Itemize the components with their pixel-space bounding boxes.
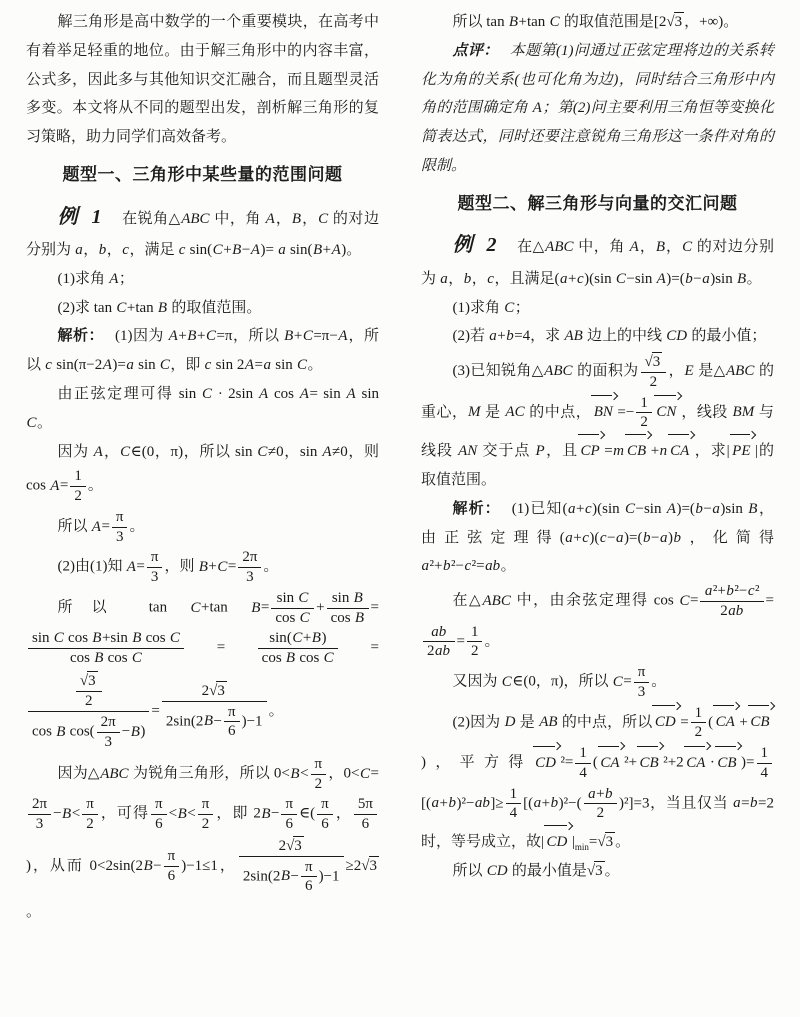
fraction: $\frac{\pi}{6}$ — [164, 847, 180, 886]
body-paragraph: 所以 A= $\frac{\pi}{3}$ 。 — [57, 508, 145, 545]
fraction: 2√3 2sin(2B− $\frac{\pi}{6}$ )−1 — [162, 681, 267, 742]
example-label: 例 2 — [452, 234, 501, 257]
fraction: $\frac{\pi}{3}$ — [112, 508, 128, 547]
body-paragraph: 所以 tan C+tan B= $\frac{\text{sin C}}{\text{cos C}}$ + $\frac{\text{sin B}}{\text{cos B}}$ = $\frac{\text{sin C cos B+sin B cos C}}{\text{cos B cos C}}$ = $\frac{\sin(C+B)}{\text{cos B cos C}}$ = $\frac{√3}{2}$ cos B cos( $\frac{2\pi}{3}$ −B) = 2√3 2sin(2B− $\frac{\pi}{6}$ )−1 。 — [26, 588, 379, 754]
fraction: $\frac{\pi}{2}$ — [311, 755, 327, 794]
left-column — [26, 8, 379, 1013]
fraction: $\frac{\pi}{3}$ — [634, 663, 650, 702]
example-paragraph: 例 2 在△ABC 中，角 A，B，C 的对边分别为 a，b，c，且满足(a+c)(sin C−sin A)=(b−a)sin B。 — [421, 234, 774, 287]
body-paragraph: (2)由(1)知 A= $\frac{\pi}{3}$ ，则 B+C= $\frac{2\pi}{3}$ 。 — [57, 549, 279, 586]
fraction: $\frac{1}{2}$ — [467, 623, 483, 662]
fraction: $\frac{2\pi}{3}$ — [238, 548, 261, 587]
body-paragraph: (1)求角 C； — [452, 299, 530, 316]
fraction: $\frac{√3}{2}$ — [641, 352, 667, 392]
fraction: $\frac{\text{sin C}}{\text{cos C}}$ — [271, 589, 314, 628]
section-heading: 题型一、三角形中某些量的范围问题 — [62, 164, 343, 184]
fraction: $\frac{\pi}{2}$ — [198, 795, 214, 834]
fraction: $\frac{\pi}{3}$ — [147, 548, 163, 587]
vector-arrow: CB — [625, 433, 651, 466]
vector-arrow: CD — [544, 824, 572, 857]
analysis-label: 解析： — [452, 499, 501, 517]
body-paragraph: 由正弦定理可得 sin C · 2sin A cos A= sin A sin C。 — [26, 385, 380, 431]
sqrt-radical: √3 — [597, 834, 614, 851]
fraction: $\frac{\text{sin C cos B+sin B cos C}}{\text{cos B cos C}}$ — [28, 629, 184, 668]
subscript: min — [574, 842, 589, 853]
fraction: $\frac{5\pi}{6}$ — [354, 795, 377, 834]
fraction: $\frac{\sin(C+B)}{\text{cos B cos C}}$ — [258, 629, 338, 668]
fraction: $\frac{1}{4}$ — [575, 744, 591, 783]
body-paragraph: (3)已知锐角△ABC 的面积为 $\frac{√3}{2}$ ，E 是△ABC 的重心，M 是 AC 的中点， BN =− $\frac{1}{2}$ CN ，线段 BM 与线段 AN 交于点 P，且 CP =m CB +n CA ，求| PE |的取值范围。 — [421, 354, 774, 488]
body-paragraph: (1)求角 A； — [57, 270, 134, 287]
fraction: $\frac{1}{2}$ — [691, 704, 707, 743]
sqrt-radical: √3 — [209, 682, 225, 699]
fraction: $\frac{1}{4}$ — [757, 744, 773, 783]
vector-arrow: CD — [533, 745, 561, 778]
vector-arrow: PE — [730, 433, 755, 466]
fraction: 2√3 2sin(2B− $\frac{\pi}{6}$ )−1 — [239, 836, 344, 897]
sqrt-radical: √3 — [586, 862, 603, 879]
fraction: $\frac{√3}{2}$ — [76, 671, 102, 711]
body-paragraph: 解三角形是高中数学的一个重要模块，在高考中有着举足轻重的地位。由于解三角形中的内容丰富，公式多，因此多与其他知识交汇融合，而且题型灵活多变。本文将从不同的题型出发，剖析解三角形的复习策略，助力同学们高效备考。 — [26, 14, 379, 146]
section-heading: 题型二、解三角形与向量的交汇问题 — [457, 193, 738, 213]
body-paragraph: 在△ABC 中，由余弦定理得 cos C= $\frac{\text{a²+b²−c²}}{2ab}$ = $\frac{ab}{2ab}$ = $\frac{1}{2}$ 。 — [421, 581, 774, 662]
body-paragraph: 所以 tan B+tan C 的取值范围是[2√3 ，+∞)。 — [421, 8, 774, 37]
comment-label: 点评： — [452, 41, 499, 59]
vector-arrow: CN — [654, 394, 681, 427]
body-paragraph: 因为 A，C∈(0，π)，所以 sin C≠0，sin A≠0，则 cos A= $\frac{1}{2}$ 。 — [26, 443, 380, 505]
vector-arrow: CA — [684, 745, 710, 778]
fraction: $\frac{\pi}{2}$ — [82, 795, 98, 834]
fraction: $\frac{ab}{2ab}$ — [423, 623, 455, 662]
vector-arrow: CA — [713, 704, 739, 737]
sqrt-radical: √3 — [286, 837, 302, 854]
vector-arrow: CA — [668, 433, 694, 466]
body-paragraph: 所以 CD 的最小值是√3 。 — [421, 857, 774, 886]
fraction: $\frac{\pi}{6}$ — [317, 795, 333, 834]
sqrt-radical: √3 — [361, 857, 377, 874]
fraction: $\frac{√3}{2}$ cos B cos( $\frac{2\pi}{3}$ −B) — [28, 670, 149, 753]
body-paragraph: (2)求 tan C+tan B 的取值范围。 — [57, 299, 262, 316]
fraction: $\frac{\pi}{6}$ — [281, 795, 297, 834]
comment-paragraph: 点评： 本题第(1)问通过正弦定理将边的关系转化为角的关系(也可化角为边)，同时结合三角形中内角的范围确定角 A；第(2)问主要利用三角恒等变换化简表达式，同时还要注意锐角三角形这一条件对角的限制。 — [421, 41, 774, 174]
body-paragraph: (2)若 a+b=4，求 AB 边上的中线 CD 的最小值； — [452, 328, 767, 345]
vector-arrow: CD — [652, 704, 680, 737]
fraction: $\frac{\pi}{6}$ — [151, 795, 167, 834]
fraction: $\frac{1}{2}$ — [636, 394, 652, 433]
example-label: 例 1 — [57, 205, 106, 228]
vector-arrow: CA — [598, 745, 624, 778]
example-paragraph: 例 1 在锐角△ABC 中，角 A，B，C 的对边分别为 a，b，c，满足 c sin(C+B−A)= a sin(B+A)。 — [26, 205, 379, 258]
body-paragraph: 又因为 C∈(0，π)，所以 C= $\frac{\pi}{3}$ 。 — [452, 664, 667, 700]
body-paragraph: 因为△ABC 为锐角三角形，所以 0<B< $\frac{\pi}{2}$ ，0<C= $\frac{2\pi}{3}$ −B< $\frac{\pi}{2}$ ，可得 $\frac{\pi}{6}$ <B< $\frac{\pi}{2}$ ，即 2B− $\frac{\pi}{6}$ ∈( $\frac{\pi}{6}$ ， $\frac{5\pi}{6}$ )，从而 0<2sin(2B− $\frac{\pi}{6}$ )−1≤1， 2√3 2sin(2B− $\frac{\pi}{6}$ )−1 ≥2√3。 — [26, 755, 379, 921]
sqrt-radical: √3 — [666, 14, 683, 30]
fraction: $\frac{\pi}{6}$ — [224, 703, 240, 742]
sqrt-radical: √3 — [79, 672, 96, 689]
fraction: $\frac{\text{sin B}}{\text{cos B}}$ — [327, 589, 369, 628]
sqrt-radical: √3 — [644, 354, 661, 371]
fraction: $\frac{\text{a²+b²−c²}}{2ab}$ — [700, 582, 763, 621]
fraction: $\frac{a+b}{2}$ — [584, 785, 617, 824]
fraction: $\frac{1}{4}$ — [506, 785, 522, 824]
analysis-paragraph: 解析： (1)已知(a+c)(sin C−sin A)=(b−a)sin B，由正弦定理得(a+c)(c−a)=(b−a)b，化简得 a²+b²−c²=ab。 — [421, 499, 774, 575]
vector-arrow: CB — [715, 745, 741, 778]
vector-arrow: CB — [748, 704, 774, 737]
right-column — [421, 8, 774, 1013]
body-paragraph: (2)因为 D 是 AB 的中点，所以 CD = $\frac{1}{2}$ ( CA + CB)，平方得 CD ²= $\frac{1}{4}$ ( CA ²+ CB ²+2 CA · CB )= $\frac{1}{4}$ [(a+b)²−ab]≥ $\frac{1}{4}$ [(a+b)²−( $\frac{a+b}{2}$ )²]=3，当且仅当 a=b=2 时，等号成立，故| CD $|_{min}=√3$ 。 — [421, 703, 774, 857]
analysis-label: 解析： — [57, 327, 104, 345]
vector-arrow: CB — [637, 745, 663, 778]
fraction: $\frac{\pi}{6}$ — [301, 858, 317, 897]
analysis-paragraph: 解析： (1)因为 A+B+C=π，所以 B+C=π−A，所以 c sin(π−2A)=a sin C，即 c sin 2A=a sin C。 — [26, 327, 379, 374]
fraction: $\frac{2\pi}{3}$ — [28, 795, 51, 834]
fraction: $\frac{2\pi}{3}$ — [97, 713, 120, 752]
fraction: $\frac{1}{2}$ — [70, 467, 86, 506]
vector-arrow: BN — [591, 394, 617, 427]
vector-arrow: CP — [578, 433, 604, 466]
